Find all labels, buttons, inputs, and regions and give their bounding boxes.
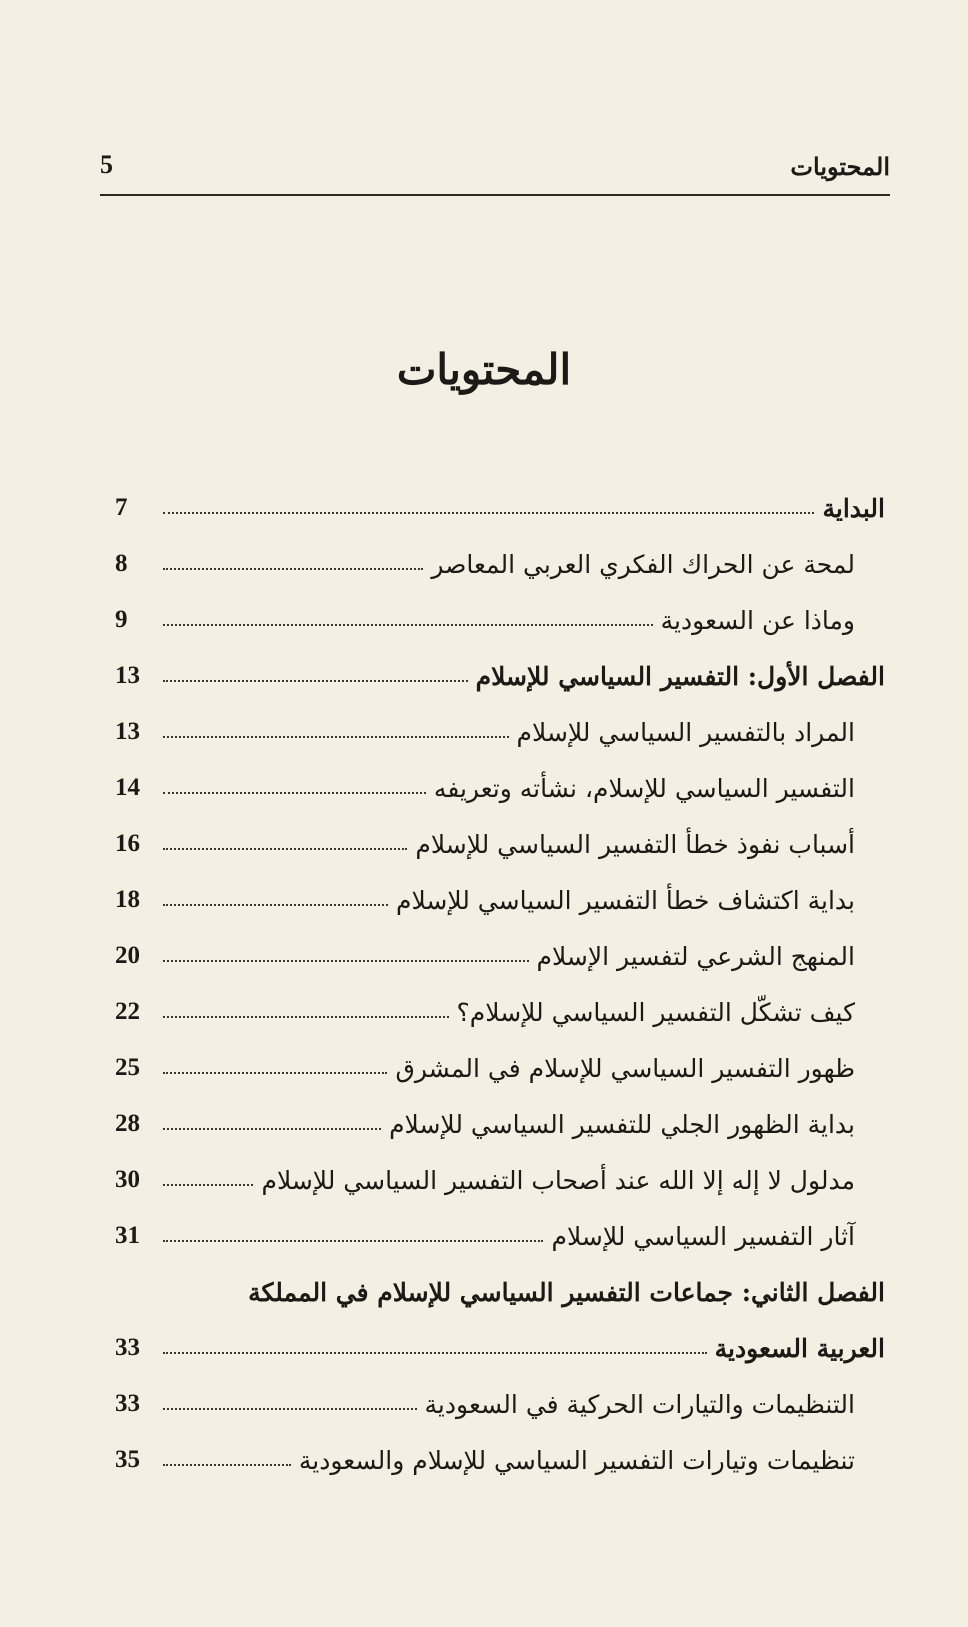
dot-leader: [163, 1072, 387, 1074]
toc-page-number: 35: [115, 1446, 140, 1473]
toc-page-number: 16: [115, 830, 140, 857]
toc-entry-title: العربية السعودية: [714, 1333, 885, 1363]
toc-page-number: 14: [115, 774, 140, 801]
toc-entry-title: المراد بالتفسير السياسي للإسلام: [516, 717, 855, 747]
toc-page-number: 31: [115, 1222, 140, 1249]
toc-entry: [115, 536, 885, 592]
dot-leader: [163, 1464, 291, 1466]
toc-entry-title: لمحة عن الحراك الفكري العربي المعاصر: [431, 549, 855, 579]
table-of-contents: [115, 480, 885, 1488]
toc-entry-title: آثار التفسير السياسي للإسلام: [551, 1221, 855, 1251]
dot-leader: [163, 904, 388, 906]
toc-entry-title: بداية اكتشاف خطأ التفسير السياسي للإسلام: [395, 885, 855, 915]
toc-entry: [115, 984, 885, 1040]
toc-entry: [115, 1208, 885, 1264]
dot-leader: [163, 680, 468, 682]
toc-entry-title: ظهور التفسير السياسي للإسلام في المشرق: [395, 1053, 855, 1083]
toc-entry-title: المنهج الشرعي لتفسير الإسلام: [536, 941, 855, 971]
toc-entry-title: تنظيمات وتيارات التفسير السياسي للإسلام والسعودية: [298, 1445, 855, 1475]
page-number: 5: [100, 150, 113, 179]
toc-page-number: 20: [115, 942, 140, 969]
toc-page-number: 9: [115, 606, 128, 633]
dot-leader: [163, 848, 407, 850]
toc-entry: [115, 872, 885, 928]
toc-entry-title: أسباب نفوذ خطأ التفسير السياسي للإسلام: [415, 829, 855, 859]
toc-entry-title: التنظيمات والتيارات الحركية في السعودية: [424, 1389, 855, 1419]
toc-page-number: 33: [115, 1390, 140, 1417]
toc-entry: [115, 928, 885, 984]
page-title: المحتويات: [396, 345, 572, 394]
toc-entry: [115, 1432, 885, 1488]
dot-leader: [163, 960, 529, 962]
toc-entry: [115, 1376, 885, 1432]
dot-leader: [163, 1240, 543, 1242]
toc-entry: [115, 1040, 885, 1096]
dot-leader: [163, 1408, 417, 1410]
toc-entry: [115, 592, 885, 648]
toc-entry: [115, 816, 885, 872]
toc-page-number: 13: [115, 662, 140, 689]
dot-leader: [163, 1352, 707, 1354]
toc-page-number: 33: [115, 1334, 140, 1361]
toc-page-number: 30: [115, 1166, 140, 1193]
toc-entry: [115, 1152, 885, 1208]
toc-page-number: 22: [115, 998, 140, 1025]
dot-leader: [163, 792, 426, 794]
toc-page-number: 7: [115, 494, 128, 521]
toc-entry: [115, 760, 885, 816]
toc-entry: [115, 1320, 885, 1376]
dot-leader: [163, 624, 653, 626]
dot-leader: [163, 1184, 253, 1186]
toc-entry-title: الفصل الثاني: جماعات التفسير السياسي للإسلام في المملكة: [248, 1277, 885, 1307]
dot-leader: [163, 736, 509, 738]
toc-entry: [115, 1096, 885, 1152]
dot-leader: [163, 1016, 449, 1018]
running-header: [100, 150, 890, 196]
toc-page-number: 8: [115, 550, 128, 577]
toc-page-number: 18: [115, 886, 140, 913]
dot-leader: [163, 1128, 381, 1130]
dot-leader: [163, 568, 423, 570]
toc-entry-title: مدلول لا إله إلا الله عند أصحاب التفسير السياسي للإسلام: [261, 1165, 855, 1195]
toc-page-number: 25: [115, 1054, 140, 1081]
toc-page-number: 13: [115, 718, 140, 745]
toc-entry: [115, 648, 885, 704]
dot-leader: [163, 512, 814, 514]
toc-entry-title: بداية الظهور الجلي للتفسير السياسي للإسلام: [389, 1109, 855, 1139]
toc-entry-title: كيف تشكّل التفسير السياسي للإسلام؟: [456, 997, 855, 1027]
toc-entry-title: البداية: [822, 493, 885, 523]
toc-page-number: 28: [115, 1110, 140, 1137]
toc-entry: [115, 704, 885, 760]
toc-entry-title: وماذا عن السعودية: [660, 605, 855, 635]
toc-entry-title: الفصل الأول: التفسير السياسي للإسلام: [475, 661, 885, 691]
running-header-title: المحتويات: [790, 152, 890, 181]
toc-entry: [115, 1264, 885, 1320]
toc-entry-title: التفسير السياسي للإسلام، نشأته وتعريفه: [433, 773, 855, 803]
toc-entry: [115, 480, 885, 536]
